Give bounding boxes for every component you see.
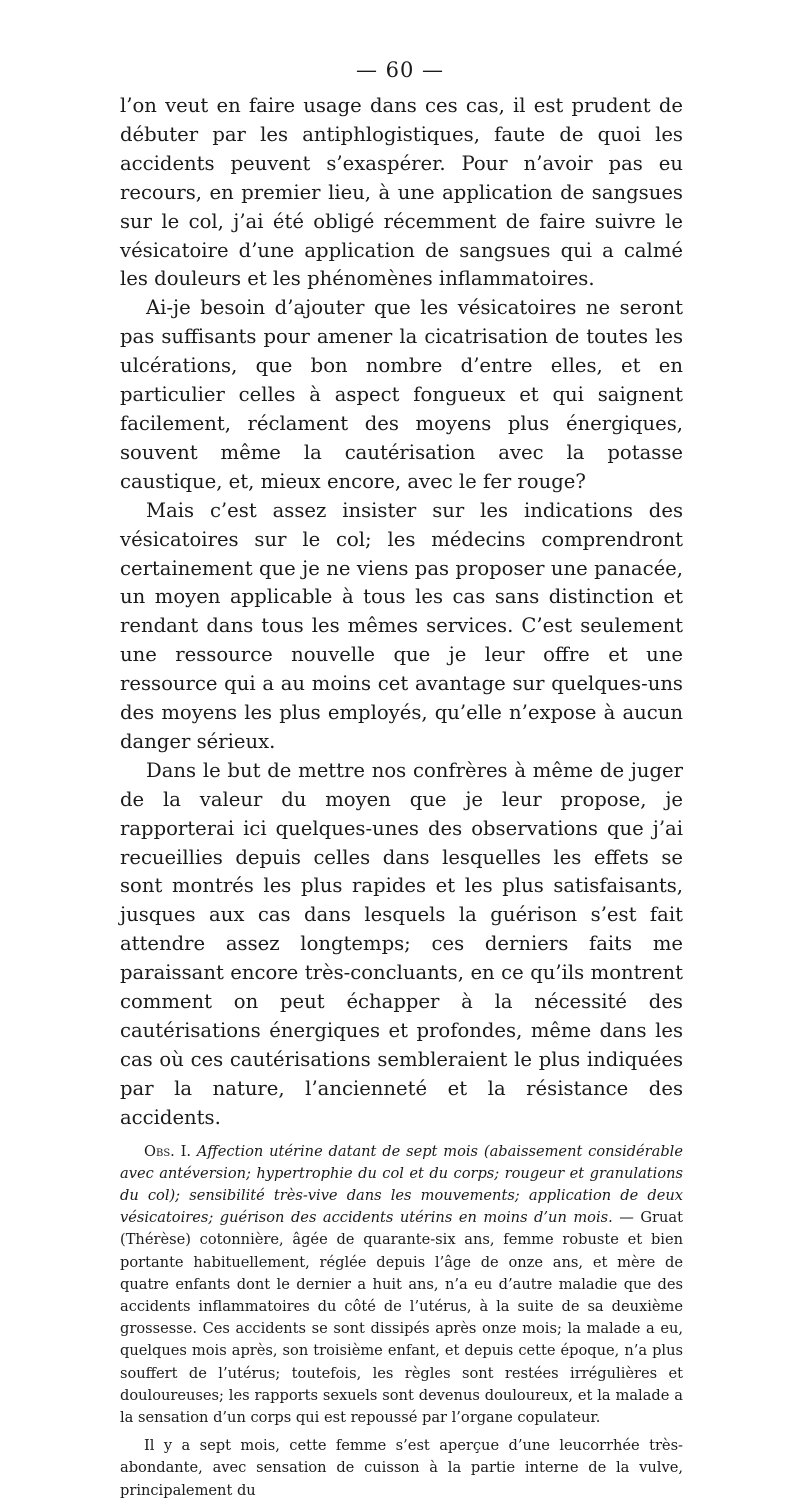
observation-label: Obs. I. xyxy=(144,1142,192,1160)
observation-title: Affection utérine datant de sept mois (abaissement considérable avec antéversion; hypertrophie du col et du corps; rougeur et granulations du col); sensibilité très-vive dans les mouvements; application de deux vésicatoires; guérison des accidents utérins en moins d’un mois. xyxy=(120,1142,683,1227)
paragraph: Dans le but de mettre nos confrères à même de juger de la valeur du moyen que je leur propose, je rapporterai ici quelques-unes des observations que j’ai recueillies depuis celles dans lesquelles les effets se sont montrés les plus rapides et les plus satisfaisants, jusques aux cas dans lesquels la guérison s’est fait attendre assez longtemps; ces derniers faits me paraissant encore très-concluants, en ce qu’ils montrent comment on peut échapper à la nécessité des cautérisations énergiques et profondes, même dans les cas où ces cautérisations sembleraient le plus indiquées par la nature, l’ancienneté et la résistance des accidents. xyxy=(120,758,683,1129)
paragraph: Ai-je besoin d’ajouter que les vésicatoires ne seront pas suffisants pour amener la cicatrisation de toutes les ulcérations, que bon nombre d’entre elles, et en particulier celles à aspect fongueux et qui saignent facilement, réclament des moyens plus énergiques, souvent même la cautérisation avec la potasse caustique, et, mieux encore, avec le fer rouge? xyxy=(120,296,683,493)
observation-text: — Gruat (Thérèse) cotonnière, âgée de quarante-six ans, femme robuste et bien portante habituellement, réglée depuis l’âge de onze ans, et mère de quatre enfants dont le dernier a huit ans, n’a eu d’autre maladie que des accidents inflammatoires du côté de l’utérus, à la suite de sa deuxième grossesse. Ces accidents se sont dissipés après onze mois; la malade a eu, quelques mois après, son troisième enfant, et depuis cette époque, n’a plus souffert de l’utérus; toutefois, les règles sont restées irrégulières et douloureuses; les rapports sexuels sont devenus douloureux, et la malade a la sensation d’un corps qui est repoussé par l’organe copulateur. xyxy=(120,1209,683,1427)
page-number: — 60 — xyxy=(355,58,445,82)
main-text xyxy=(120,92,683,1502)
paragraph-continued: l’on veut en faire usage dans ces cas, il est prudent de débuter par les antiphlogistiques, faute de quoi les accidents peuvent s’exaspérer. Pour n’avoir pas eu recours, en premier lieu, à une application de sangsues sur le col, j’ai été obligé récemment de faire suivre le vésicatoire d’une application de sangsues qui a calmé les douleurs et les phénomènes inflammatoires. xyxy=(120,94,683,291)
observation-continuation: Il y a sept mois, cette femme s’est aperçue d’une leucorrhée très-abondante, avec sensation de cuisson à la partie interne de la vulve, principalement du xyxy=(120,1437,683,1499)
paragraph: Mais c’est assez insister sur les indications des vésicatoires sur le col; les médecins comprendront certainement que je ne viens pas proposer une panacée, un moyen applicable à tous les cas sans distinction et rendant dans tous les mêmes services. C’est seulement une ressource nouvelle que je leur offre et une ressource qui a au moins cet avantage sur quelques-uns des moyens les plus employés, qu’elle n’expose à aucun danger sérieux. xyxy=(120,498,683,753)
observation-block xyxy=(120,1141,683,1430)
